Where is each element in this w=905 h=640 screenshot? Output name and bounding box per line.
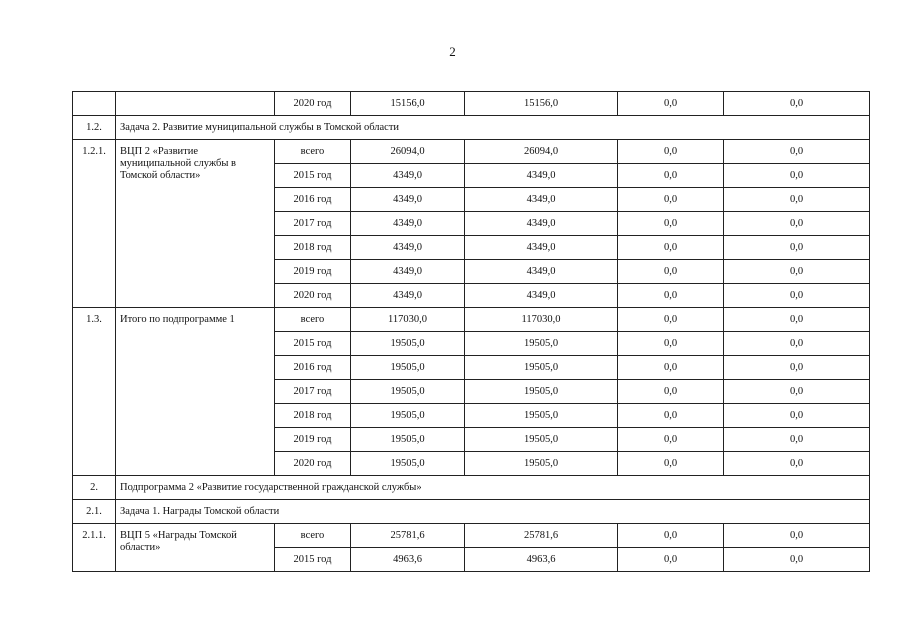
value-cell-3: 0,0	[618, 380, 724, 404]
value-cell-3: 0,0	[618, 332, 724, 356]
value-cell-2: 19505,0	[465, 452, 618, 476]
value-cell-2: 19505,0	[465, 356, 618, 380]
value-cell-2: 19505,0	[465, 428, 618, 452]
value-cell-1: 4349,0	[351, 164, 465, 188]
row-code	[73, 92, 116, 116]
value-cell-1: 19505,0	[351, 428, 465, 452]
page-number: 2	[449, 44, 456, 59]
value-cell-3: 0,0	[618, 308, 724, 332]
value-cell-1: 4963,6	[351, 548, 465, 572]
period-cell: 2017 год	[275, 212, 351, 236]
row-name: Итого по подпрограмме 1	[116, 308, 275, 476]
period-cell: 2015 год	[275, 332, 351, 356]
value-cell-3: 0,0	[618, 188, 724, 212]
value-cell-2: 19505,0	[465, 332, 618, 356]
period-cell: 2019 год	[275, 260, 351, 284]
value-cell-3: 0,0	[618, 284, 724, 308]
value-cell-2: 4349,0	[465, 164, 618, 188]
value-cell-2: 26094,0	[465, 140, 618, 164]
value-cell-3: 0,0	[618, 356, 724, 380]
value-cell-3: 0,0	[618, 524, 724, 548]
task-row	[73, 476, 870, 500]
value-cell-1: 19505,0	[351, 404, 465, 428]
value-cell-2: 25781,6	[465, 524, 618, 548]
task-row	[73, 500, 870, 524]
period-cell: 2016 год	[275, 188, 351, 212]
value-cell-3: 0,0	[618, 404, 724, 428]
value-cell-4: 0,0	[724, 524, 870, 548]
value-cell-4: 0,0	[724, 404, 870, 428]
row-name	[116, 92, 275, 116]
value-cell-4: 0,0	[724, 332, 870, 356]
period-cell: 2020 год	[275, 92, 351, 116]
period-cell: 2015 год	[275, 548, 351, 572]
period-cell: 2019 год	[275, 428, 351, 452]
row-code: 1.3.	[73, 308, 116, 476]
value-cell-3: 0,0	[618, 428, 724, 452]
table-row	[73, 308, 870, 332]
row-name: ВЦП 5 «Награды Томской области»	[116, 524, 275, 572]
row-code: 2.1.	[73, 500, 116, 524]
value-cell-4: 0,0	[724, 548, 870, 572]
value-cell-4: 0,0	[724, 260, 870, 284]
period-cell: 2020 год	[275, 284, 351, 308]
task-title: Подпрограмма 2 «Развитие государственной гражданской службы»	[116, 476, 870, 500]
value-cell-1: 19505,0	[351, 356, 465, 380]
value-cell-4: 0,0	[724, 212, 870, 236]
value-cell-3: 0,0	[618, 236, 724, 260]
period-cell: всего	[275, 140, 351, 164]
value-cell-2: 4349,0	[465, 284, 618, 308]
value-cell-4: 0,0	[724, 428, 870, 452]
row-code: 1.2.1.	[73, 140, 116, 308]
value-cell-1: 4349,0	[351, 260, 465, 284]
value-cell-3: 0,0	[618, 548, 724, 572]
table-row	[73, 524, 870, 548]
period-cell: 2016 год	[275, 356, 351, 380]
task-title: Задача 2. Развитие муниципальной службы в Томской области	[116, 116, 870, 140]
value-cell-1: 26094,0	[351, 140, 465, 164]
value-cell-4: 0,0	[724, 164, 870, 188]
value-cell-2: 117030,0	[465, 308, 618, 332]
period-cell: всего	[275, 524, 351, 548]
table-row	[73, 92, 870, 116]
value-cell-4: 0,0	[724, 284, 870, 308]
value-cell-2: 19505,0	[465, 380, 618, 404]
value-cell-1: 4349,0	[351, 188, 465, 212]
value-cell-4: 0,0	[724, 140, 870, 164]
table-body	[73, 92, 870, 572]
row-name: ВЦП 2 «Развитие муниципальной службы в Томской области»	[116, 140, 275, 308]
value-cell-4: 0,0	[724, 452, 870, 476]
value-cell-1: 4349,0	[351, 284, 465, 308]
value-cell-1: 19505,0	[351, 380, 465, 404]
row-code: 2.	[73, 476, 116, 500]
value-cell-3: 0,0	[618, 92, 724, 116]
value-cell-4: 0,0	[724, 356, 870, 380]
value-cell-2: 4349,0	[465, 212, 618, 236]
budget-table	[72, 91, 870, 572]
row-code: 2.1.1.	[73, 524, 116, 572]
value-cell-4: 0,0	[724, 380, 870, 404]
task-title: Задача 1. Награды Томской области	[116, 500, 870, 524]
value-cell-1: 19505,0	[351, 452, 465, 476]
value-cell-3: 0,0	[618, 140, 724, 164]
value-cell-3: 0,0	[618, 212, 724, 236]
period-cell: 2020 год	[275, 452, 351, 476]
value-cell-4: 0,0	[724, 308, 870, 332]
value-cell-1: 25781,6	[351, 524, 465, 548]
value-cell-1: 19505,0	[351, 332, 465, 356]
value-cell-1: 4349,0	[351, 212, 465, 236]
value-cell-4: 0,0	[724, 92, 870, 116]
value-cell-2: 4349,0	[465, 260, 618, 284]
value-cell-2: 19505,0	[465, 404, 618, 428]
value-cell-2: 4349,0	[465, 188, 618, 212]
value-cell-4: 0,0	[724, 188, 870, 212]
period-cell: 2015 год	[275, 164, 351, 188]
value-cell-3: 0,0	[618, 164, 724, 188]
value-cell-3: 0,0	[618, 260, 724, 284]
value-cell-1: 4349,0	[351, 236, 465, 260]
period-cell: 2017 год	[275, 380, 351, 404]
value-cell-2: 4349,0	[465, 236, 618, 260]
value-cell-1: 15156,0	[351, 92, 465, 116]
period-cell: 2018 год	[275, 236, 351, 260]
value-cell-4: 0,0	[724, 236, 870, 260]
value-cell-1: 117030,0	[351, 308, 465, 332]
value-cell-3: 0,0	[618, 452, 724, 476]
period-cell: всего	[275, 308, 351, 332]
task-row	[73, 116, 870, 140]
table-row	[73, 140, 870, 164]
value-cell-2: 4963,6	[465, 548, 618, 572]
value-cell-2: 15156,0	[465, 92, 618, 116]
period-cell: 2018 год	[275, 404, 351, 428]
row-code: 1.2.	[73, 116, 116, 140]
